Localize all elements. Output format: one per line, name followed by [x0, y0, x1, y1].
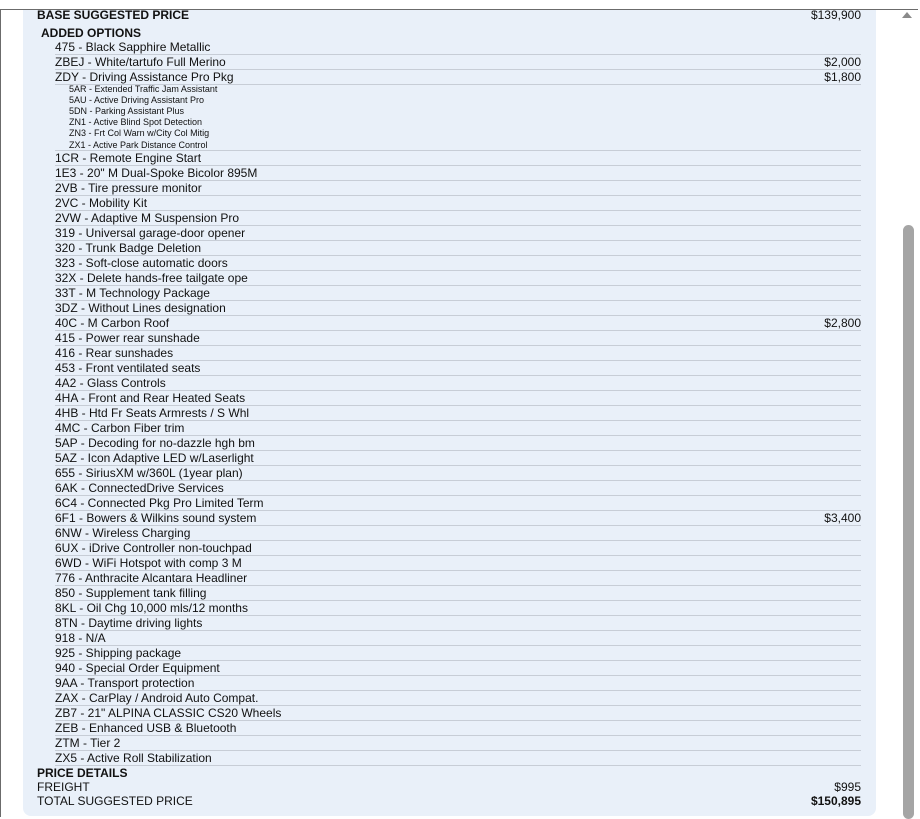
- option-label: 925 - Shipping package: [55, 646, 182, 660]
- option-label: 475 - Black Sapphire Metallic: [55, 40, 211, 54]
- option-row: [55, 301, 861, 316]
- option-row: [55, 271, 861, 286]
- option-label: 4MC - Carbon Fiber trim: [55, 421, 185, 435]
- option-row: [55, 256, 861, 271]
- option-row: [55, 226, 861, 241]
- option-label: 2VW - Adaptive M Suspension Pro: [55, 211, 240, 225]
- option-label: 416 - Rear sunshades: [55, 346, 174, 360]
- option-row: [55, 241, 861, 256]
- option-label: 6WD - WiFi Hotspot with comp 3 M: [55, 556, 242, 570]
- option-label: 6C4 - Connected Pkg Pro Limited Term: [55, 496, 264, 510]
- option-label: 4A2 - Glass Controls: [55, 376, 166, 390]
- option-row: [55, 196, 861, 211]
- option-row: [55, 391, 861, 406]
- option-label: 2VB - Tire pressure monitor: [55, 181, 202, 195]
- option-label: ZDY - Driving Assistance Pro Pkg: [55, 70, 234, 84]
- option-label: 453 - Front ventilated seats: [55, 361, 201, 375]
- scrollbar-thumb[interactable]: [903, 225, 914, 819]
- option-row: [55, 151, 861, 166]
- option-row: [55, 40, 861, 55]
- option-row: [55, 691, 861, 706]
- option-label: ZTM - Tier 2: [55, 736, 121, 750]
- option-label: 33T - M Technology Package: [55, 286, 210, 300]
- option-row: [55, 511, 861, 526]
- package-sub-item: ZX1 - Active Park Distance Control: [69, 139, 208, 150]
- option-label: 918 - N/A: [55, 631, 106, 645]
- option-row: [55, 436, 861, 451]
- option-row: [55, 541, 861, 556]
- option-row: [55, 556, 861, 571]
- option-price: $3,400: [824, 511, 861, 525]
- option-row: [55, 346, 861, 361]
- base-price-value: $139,900: [810, 8, 861, 22]
- option-label: 1E3 - 20" M Dual-Spoke Bicolor 895M: [55, 166, 258, 180]
- option-label: 2VC - Mobility Kit: [55, 196, 148, 210]
- option-row: [55, 166, 861, 181]
- option-label: 5AP - Decoding for no-dazzle hgh bm: [55, 436, 255, 450]
- package-sub-item: 5AU - Active Driving Assistant Pro: [69, 95, 205, 106]
- option-label: 655 - SiriusXM w/360L (1year plan): [55, 466, 243, 480]
- package-sub-item: ZN3 - Frt Col Warn w/City Col Mitig: [69, 128, 210, 139]
- option-row: [55, 736, 861, 751]
- added-options-heading: ADDED OPTIONS: [41, 26, 142, 40]
- option-row: [55, 526, 861, 541]
- option-row: [55, 286, 861, 301]
- option-row: [55, 70, 861, 85]
- option-row: [55, 181, 861, 196]
- option-row: [55, 706, 861, 721]
- option-label: 6AK - ConnectedDrive Services: [55, 481, 224, 495]
- option-row: [55, 631, 861, 646]
- freight-label: FREIGHT: [37, 780, 90, 794]
- option-row: [55, 616, 861, 631]
- option-label: ZEB - Enhanced USB & Bluetooth: [55, 721, 237, 735]
- price-details-heading: PRICE DETAILS: [37, 766, 128, 780]
- option-label: ZBEJ - White/tartufo Full Merino: [55, 55, 226, 69]
- total-price: $150,895: [810, 794, 861, 808]
- option-row: [55, 676, 861, 691]
- option-row: [55, 406, 861, 421]
- option-row: [55, 421, 861, 436]
- option-row: [55, 361, 861, 376]
- option-label: 9AA - Transport protection: [55, 676, 195, 690]
- option-row: [55, 331, 861, 346]
- option-label: 320 - Trunk Badge Deletion: [55, 241, 202, 255]
- option-label: 6F1 - Bowers & Wilkins sound system: [55, 511, 257, 525]
- option-row: [55, 466, 861, 481]
- base-price-label: BASE SUGGESTED PRICE: [37, 8, 190, 22]
- package-sub-item: 5AR - Extended Traffic Jam Assistant: [69, 84, 218, 94]
- option-row: [55, 751, 861, 766]
- option-row: [55, 481, 861, 496]
- option-label: ZAX - CarPlay / Android Auto Compat.: [55, 691, 259, 705]
- package-sub-item: ZN1 - Active Blind Spot Detection: [69, 117, 203, 128]
- option-label: 3DZ - Without Lines designation: [55, 301, 226, 315]
- option-row: [55, 721, 861, 736]
- option-label: 850 - Supplement tank filling: [55, 586, 207, 600]
- option-row: [55, 55, 861, 70]
- scroll-up-arrow-icon[interactable]: [902, 12, 912, 18]
- option-row: [55, 316, 861, 331]
- option-price: $1,800: [824, 70, 861, 84]
- option-row: [55, 661, 861, 676]
- option-price: $2,800: [824, 316, 861, 330]
- option-row: [55, 496, 861, 511]
- option-row: [55, 571, 861, 586]
- option-label: 1CR - Remote Engine Start: [55, 151, 202, 165]
- base-price-row: [37, 8, 861, 23]
- option-price: $2,000: [824, 55, 861, 69]
- option-label: 5AZ - Icon Adaptive LED w/Laserlight: [55, 451, 254, 465]
- total-row: [37, 794, 861, 809]
- option-label: 319 - Universal garage-door opener: [55, 226, 246, 240]
- option-label: 8TN - Daytime driving lights: [55, 616, 203, 630]
- option-label: 4HA - Front and Rear Heated Seats: [55, 391, 246, 405]
- total-label: TOTAL SUGGESTED PRICE: [37, 794, 193, 808]
- option-row: [55, 211, 861, 226]
- option-row: [55, 376, 861, 391]
- option-label: 4HB - Htd Fr Seats Armrests / S Whl: [55, 406, 250, 420]
- option-label: 776 - Anthracite Alcantara Headliner: [55, 571, 248, 585]
- freight-row: [37, 780, 861, 795]
- option-label: 40C - M Carbon Roof: [55, 316, 170, 330]
- option-row: [55, 451, 861, 466]
- option-label: 6NW - Wireless Charging: [55, 526, 191, 540]
- option-label: ZX5 - Active Roll Stabilization: [55, 751, 212, 765]
- option-label: 940 - Special Order Equipment: [55, 661, 220, 675]
- option-label: ZB7 - 21" ALPINA CLASSIC CS20 Wheels: [55, 706, 282, 720]
- option-row: [55, 586, 861, 601]
- option-row: [55, 601, 861, 616]
- freight-price: $995: [834, 780, 861, 794]
- option-label: 8KL - Oil Chg 10,000 mls/12 months: [55, 601, 248, 615]
- option-label: 32X - Delete hands-free tailgate ope: [55, 271, 248, 285]
- option-label: 415 - Power rear sunshade: [55, 331, 200, 345]
- option-label: 323 - Soft-close automatic doors: [55, 256, 228, 270]
- package-sub-item: 5DN - Parking Assistant Plus: [69, 106, 185, 117]
- option-label: 6UX - iDrive Controller non-touchpad: [55, 541, 252, 555]
- option-row: [55, 646, 861, 661]
